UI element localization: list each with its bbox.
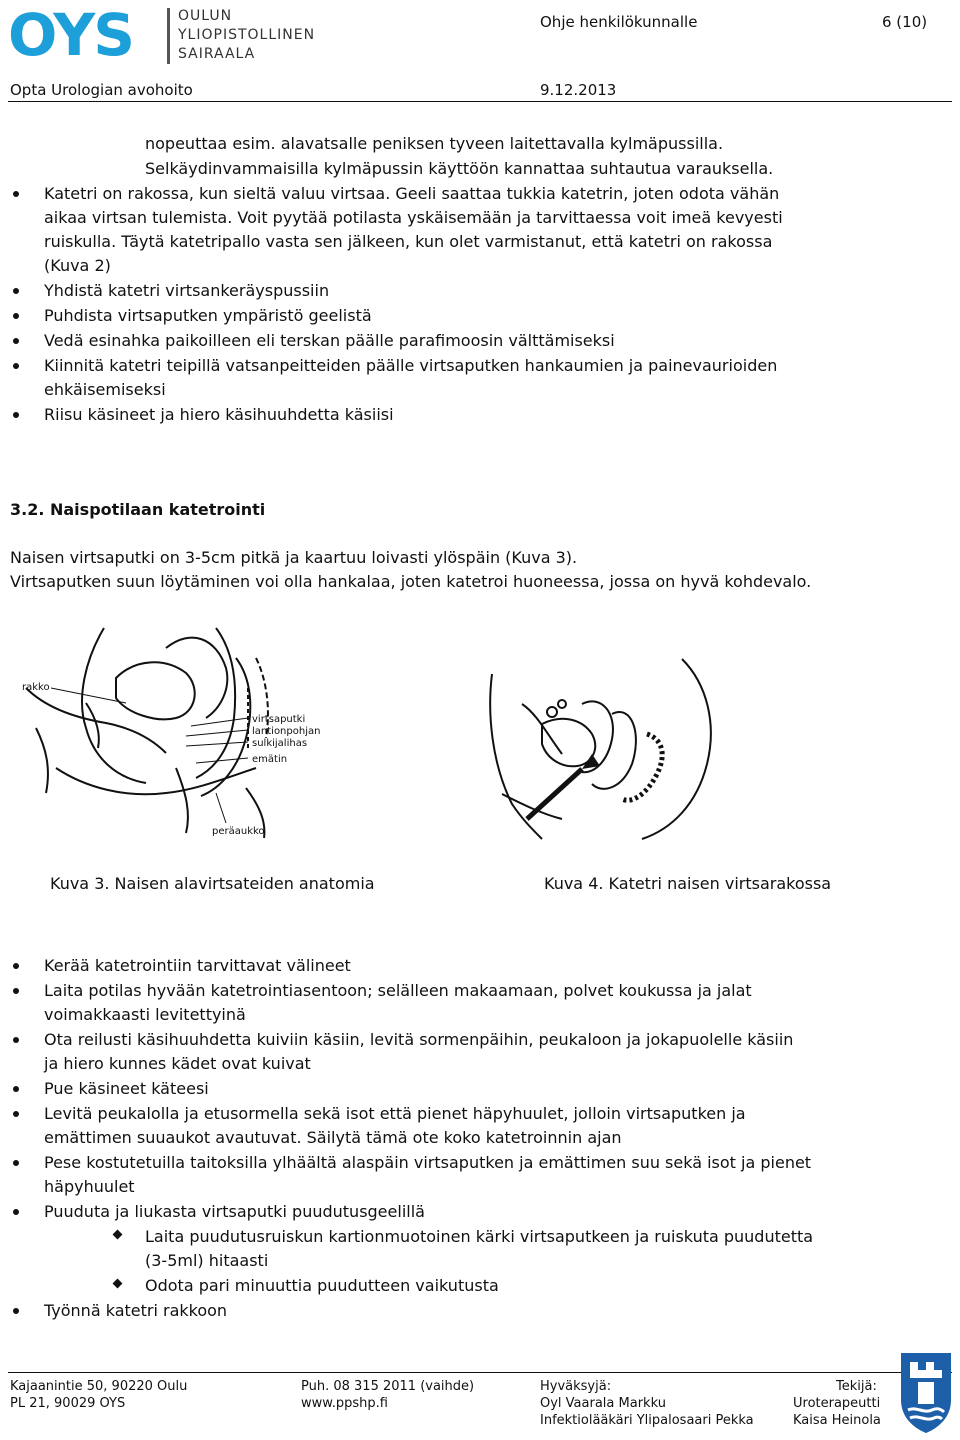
label-vagina: emätin <box>252 754 288 765</box>
label-bladder: rakko <box>22 682 50 693</box>
label-sphincter: sulkijalihas <box>252 738 308 749</box>
bullet-dot <box>13 1086 19 1092</box>
logo-line-3: SAIRAALA <box>178 46 256 62</box>
list-item: Puuduta ja liukasta virtsaputki puudutusgeelillä <box>44 1202 425 1221</box>
list-item: Työnnä katetri rakkoon <box>44 1301 228 1320</box>
doc-type: Ohje henkilökunnalle <box>540 13 698 31</box>
header-rule <box>8 101 952 102</box>
logo-divider <box>167 8 170 64</box>
list-item-cont: ehkäisemiseksi <box>44 380 166 399</box>
bullet-dot <box>13 963 19 969</box>
list-item: Katetri on rakossa, kun sieltä valuu virtsaa. Geeli saattaa tukkia katetrin, joten odota vähän <box>44 184 780 203</box>
oys-logo: OYS <box>8 1 134 69</box>
list-item: Kiinnitä katetri teipillä vatsanpeitteiden päälle virtsaputken hankaumien ja painevaurioiden <box>44 356 778 375</box>
footer-author-label: Tekijä: <box>836 1379 877 1394</box>
catheter-illustration <box>482 654 722 840</box>
list-item-cont: ja hiero kunnes kädet ovat kuivat <box>44 1054 311 1073</box>
list-item-cont: ruiskulla. Täytä katetripallo vasta sen jälkeen, kun olet varmistanut, että katetri on rakossa <box>44 232 773 251</box>
list-item-cont: häpyhuulet <box>44 1177 135 1196</box>
page-number: 6 (10) <box>882 13 928 31</box>
list-item: Pue käsineet käteesi <box>44 1079 209 1098</box>
section-intro-2: Virtsaputken suun löytäminen voi olla hankalaa, joten katetroi huoneessa, jossa on hyvä kohdevalo. <box>10 572 812 591</box>
footer-address-2: PL 21, 90029 OYS <box>10 1396 126 1411</box>
list-item-cont: voimakkaasti levitettyinä <box>44 1005 246 1024</box>
bullet-dot <box>13 288 19 294</box>
list-item: Ota reilusti käsihuuhdetta kuiviin käsiin, levitä sormenpäihin, peukaloon ja jokapuolelle käsiin <box>44 1030 794 1049</box>
footer-address-1: Kajaanintie 50, 90220 Oulu <box>10 1379 188 1394</box>
document-date: 9.12.2013 <box>540 81 617 99</box>
list-item: Riisu käsineet ja hiero käsihuuhdetta käsiisi <box>44 405 394 424</box>
sub-bullet-diamond <box>113 1230 123 1240</box>
list-item-cont: emättimen suuaukot avautuvat. Säilytä tämä ote koko katetroinnin ajan <box>44 1128 622 1147</box>
list-item-cont: (Kuva 2) <box>44 256 111 275</box>
bullet-dot <box>13 338 19 344</box>
bullet-dot <box>13 1160 19 1166</box>
continuation-line-1: nopeuttaa esim. alavatsalle peniksen tyveen laitettavalla kylmäpussilla. <box>145 134 724 153</box>
bullet-dot <box>13 1037 19 1043</box>
continuation-line-2: Selkäydinvammaisilla kylmäpussin käyttöön kannattaa suhtautua varauksella. <box>145 159 774 178</box>
footer-approver-1: Oyl Vaarala Markku <box>540 1396 666 1411</box>
list-item: Kerää katetrointiin tarvittavat välineet <box>44 956 351 975</box>
list-item: Levitä peukalolla ja etusormella sekä isot että pienet häpyhuulet, jolloin virtsaputken ja <box>44 1104 746 1123</box>
footer-approver-label: Hyväksyjä: <box>540 1379 612 1394</box>
caption-left: Kuva 3. Naisen alavirtsateiden anatomia <box>50 874 375 893</box>
bullet-dot <box>13 988 19 994</box>
section-intro-1: Naisen virtsaputki on 3-5cm pitkä ja kaartuu loivasti ylöspäin (Kuva 3). <box>10 548 578 567</box>
footer-author-role: Uroterapeutti <box>793 1396 881 1411</box>
section-heading: 3.2. Naispotilaan katetrointi <box>10 500 266 519</box>
logo-line-1: OULUN <box>178 8 233 24</box>
figure-catheter <box>482 654 722 840</box>
bullet-dot <box>13 1209 19 1215</box>
sub-bullet-diamond <box>113 1279 123 1289</box>
list-item-cont: aikaa virtsan tulemista. Voit pyytää potilasta yskäisemään ja tarvittaessa voit imeä kevyesti <box>44 208 783 227</box>
footer-author-name: Kaisa Heinola <box>793 1413 881 1428</box>
department: Opta Urologian avohoito <box>10 81 193 99</box>
logo-line-2: YLIOPISTOLLINEN <box>178 27 316 43</box>
list-item: Pese kostutetuilla taitoksilla ylhäältä alaspäin virtsaputken ja emättimen suu sekä isot ja pienet <box>44 1153 812 1172</box>
figure-female-anatomy <box>16 618 326 840</box>
sub-list-item: Laita puudutusruiskun kartionmuotoinen kärki virtsaputkeen ja ruiskuta puudutetta <box>145 1227 814 1246</box>
footer-approver-2: Infektiolääkäri Ylipalosaari Pekka <box>540 1413 754 1428</box>
label-urethra: virtsaputki <box>252 714 306 725</box>
district-crest-icon <box>896 1350 956 1434</box>
bullet-dot <box>13 1308 19 1314</box>
bullet-dot <box>13 412 19 418</box>
sub-list-item: Odota pari minuuttia puudutteen vaikutusta <box>145 1276 499 1295</box>
anatomy-illustration <box>16 618 326 840</box>
list-item: Laita potilas hyvään katetrointiasentoon; selälleen makaamaan, polvet koukussa ja jalat <box>44 981 752 1000</box>
bullet-dot <box>13 363 19 369</box>
bullet-dot <box>13 313 19 319</box>
bullet-dot <box>13 191 19 197</box>
label-pelvic-floor: lantionpohjan <box>252 726 321 737</box>
list-item: Puhdista virtsaputken ympäristö geelistä <box>44 306 372 325</box>
list-item: Yhdistä katetri virtsankeräyspussiin <box>44 281 330 300</box>
list-item: Vedä esinahka paikoilleen eli terskan päälle parafimoosin välttämiseksi <box>44 331 615 350</box>
footer-web: www.ppshp.fi <box>301 1396 388 1411</box>
footer-phone: Puh. 08 315 2011 (vaihde) <box>301 1379 475 1394</box>
label-anus: peräaukko <box>212 826 265 837</box>
sub-list-item-cont: (3-5ml) hitaasti <box>145 1251 269 1270</box>
footer-rule <box>8 1372 952 1373</box>
bullet-dot <box>13 1111 19 1117</box>
caption-right: Kuva 4. Katetri naisen virtsarakossa <box>544 874 832 893</box>
